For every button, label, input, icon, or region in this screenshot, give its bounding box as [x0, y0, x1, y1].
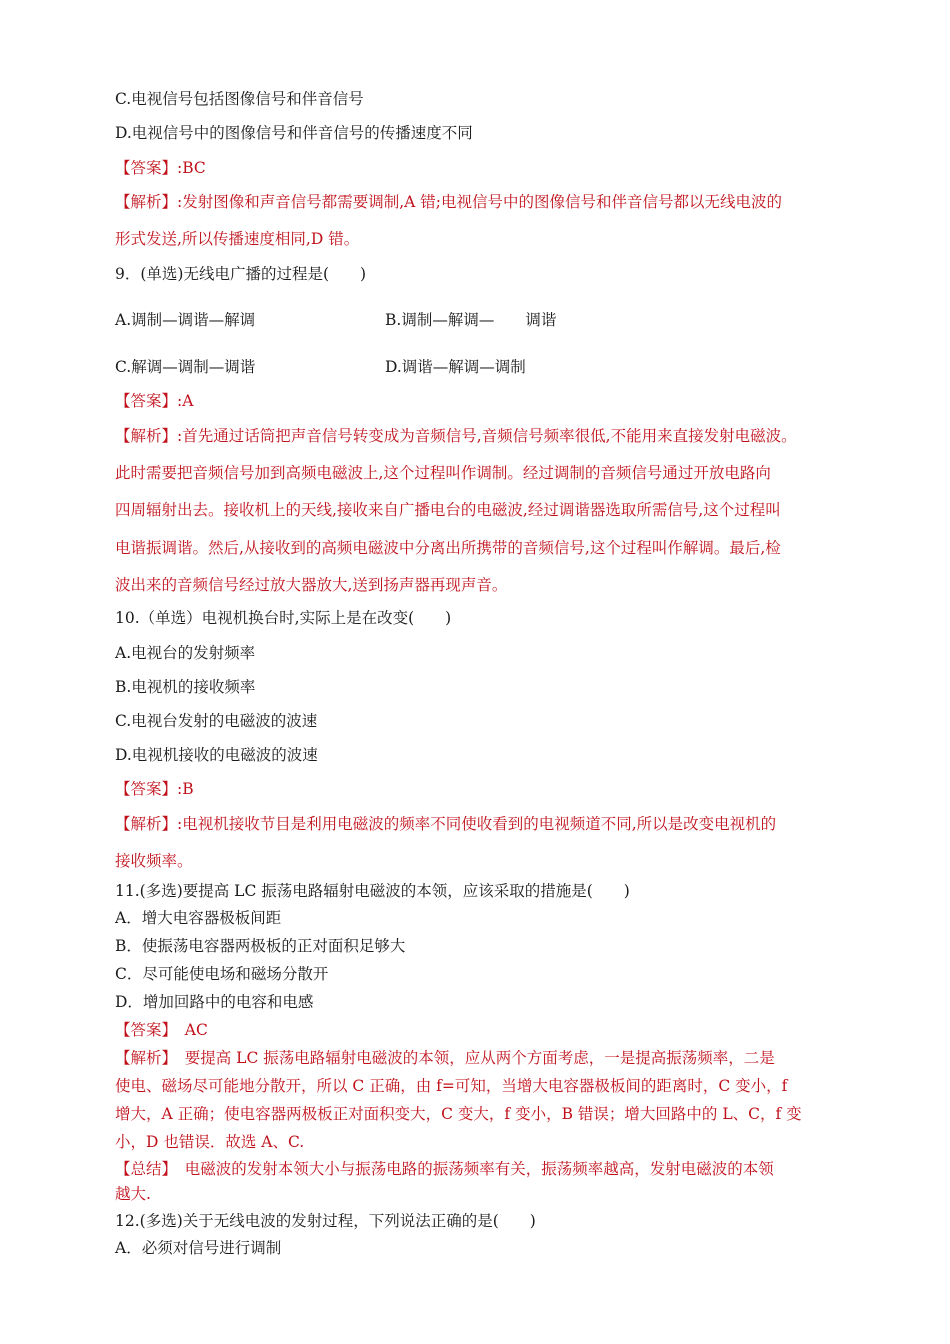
- q9-analysis-line2: 此时需要把音频信号加到高频电磁波上,这个过程叫作调制。经过调制的音频信号通过开放电路向: [115, 464, 771, 482]
- q8-answer: 【答案】:BC: [115, 159, 206, 177]
- q11-answer: 【答案】 AC: [115, 1021, 208, 1039]
- q11-analysis-line3: 增大，A 正确；使电容器两极板正对面积变大，C 变大，f 变小，B 错误；增大回路中的 L、C，f 变: [115, 1105, 802, 1123]
- q9-analysis-line3: 四周辐射出去。接收机上的天线,接收来自广播电台的电磁波,经过调谐器选取所需信号,这个过程叫: [115, 501, 781, 519]
- q9-analysis-line5: 波出来的音频信号经过放大器放大,送到扬声器再现声音。: [115, 576, 508, 594]
- q11-summary-line2: 越大.: [115, 1185, 151, 1203]
- q10-analysis-line2: 接收频率。: [115, 852, 193, 870]
- q9-option-a: A.调制—调谐—解调: [115, 311, 256, 329]
- q11-stem: 11.(多选)要提高 LC 振荡电路辐射电磁波的本领，应该采取的措施是( ): [115, 882, 630, 900]
- q11-analysis-line1: 【解析】 要提高 LC 振荡电路辐射电磁波的本领，应从两个方面考虑，一是提高振荡频率，二是: [115, 1049, 775, 1067]
- q10-option-b: B.电视机的接收频率: [115, 678, 256, 696]
- q9-option-b: B.调制—解调— 调谐: [385, 311, 557, 329]
- q9-analysis-line1: 【解析】:首先通过话筒把声音信号转变成为音频信号,音频信号频率很低,不能用来直接发射电磁波。: [115, 427, 797, 445]
- q12-option-a: A．必须对信号进行调制: [115, 1239, 282, 1257]
- q8-option-d: D.电视信号中的图像信号和伴音信号的传播速度不同: [115, 124, 473, 142]
- q11-analysis-line4: 小，D 也错误．故选 A、C.: [115, 1133, 305, 1151]
- q10-option-c: C.电视台发射的电磁波的波速: [115, 712, 318, 730]
- q9-stem: 9．(单选)无线电广播的过程是( ): [115, 265, 367, 283]
- q12-stem: 12.(多选)关于无线电波的发射过程，下列说法正确的是( ): [115, 1212, 536, 1230]
- q8-option-c: C.电视信号包括图像信号和伴音信号: [115, 90, 364, 108]
- q10-answer: 【答案】:B: [115, 780, 194, 798]
- q10-stem: 10.（单选）电视机换台时,实际上是在改变( ): [115, 609, 452, 627]
- q11-summary-line1: 【总结】 电磁波的发射本领大小与振荡电路的振荡频率有关，振荡频率越高，发射电磁波的本领: [115, 1160, 774, 1178]
- q11-option-b: B．使振荡电容器两极板的正对面积足够大: [115, 937, 406, 955]
- q10-option-a: A.电视台的发射频率: [115, 644, 256, 662]
- q8-analysis-line2: 形式发送,所以传播速度相同,D 错。: [115, 230, 360, 248]
- q9-option-c: C.解调—调制—调谐: [115, 358, 256, 376]
- q9-analysis-line4: 电谐振调谐。然后,从接收到的高频电磁波中分离出所携带的音频信号,这个过程叫作解调。最后,检: [115, 539, 781, 557]
- q11-option-a: A．增大电容器极板间距: [115, 909, 282, 927]
- q11-option-c: C．尽可能使电场和磁场分散开: [115, 965, 329, 983]
- q10-analysis-line1: 【解析】:电视机接收节目是利用电磁波的频率不同使收看到的电视频道不同,所以是改变电视机的: [115, 815, 777, 833]
- q8-analysis-line1: 【解析】:发射图像和声音信号都需要调制,A 错;电视信号中的图像信号和伴音信号都以无线电波的: [115, 193, 782, 211]
- q11-option-d: D．增加回路中的电容和电感: [115, 993, 314, 1011]
- q11-analysis-line2: 使电、磁场尽可能地分散开，所以 C 正确，由 f=可知，当增大电容器极板间的距离时，C 变小，f: [115, 1077, 788, 1095]
- q10-option-d: D.电视机接收的电磁波的波速: [115, 746, 318, 764]
- q9-option-d: D.调谐—解调—调制: [385, 358, 526, 376]
- q9-answer: 【答案】:A: [115, 392, 194, 410]
